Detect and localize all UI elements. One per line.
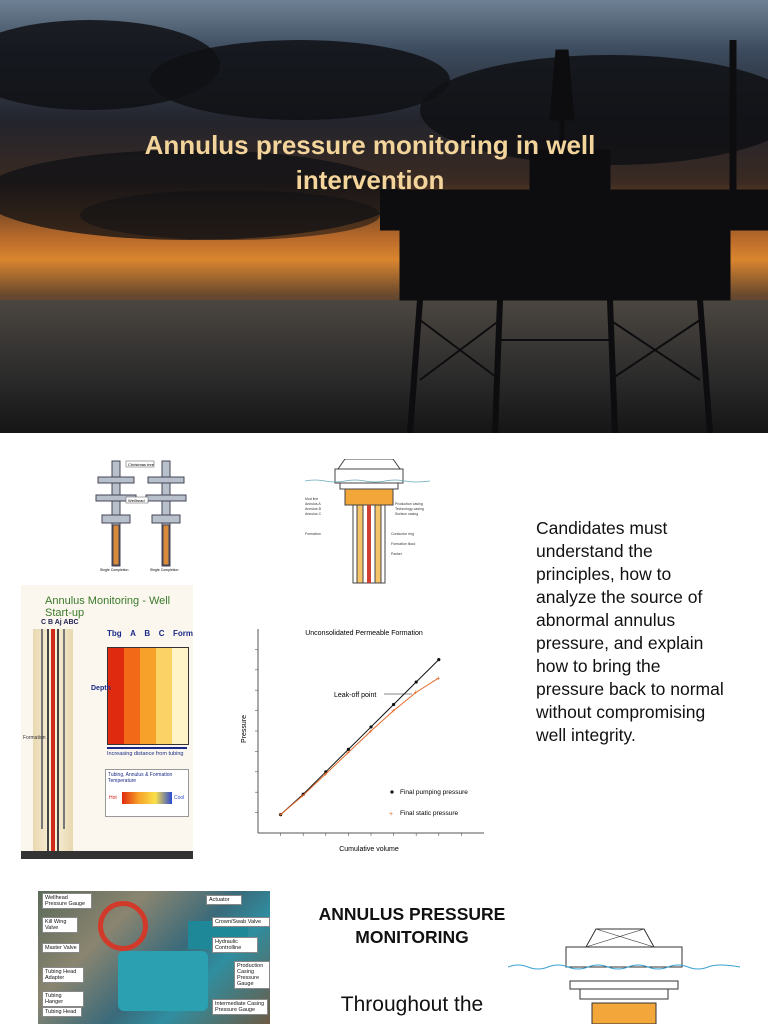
handwheel [98,901,148,951]
legend-hot: Hot [109,795,117,801]
annulus-label: Technology casing [395,507,424,511]
column-label: Form [172,629,193,638]
annulus-cross-section-diagram [305,459,430,584]
data-point-static: + [323,771,328,779]
temperature-bands [107,647,189,745]
photo-label: Master Valve [42,943,80,953]
well-startup-panel [21,585,193,859]
wellhead-small-label: Wellhead [128,498,145,503]
valve-body [118,951,208,1011]
legend-cool: Cool [174,795,185,801]
x-axis-label: Cumulative volume [339,846,399,853]
legend-title: Tubing, Annulus & Formation Temperature [108,772,173,784]
photo-label: Wellhead Pressure Gauge [42,893,92,909]
christmas-tree-diagram [92,455,192,573]
photo-label: Production Casing Pressure Gauge [234,961,270,989]
startup-title: Annulus Monitoring - Well Start-up [45,595,171,619]
platform-diagram [508,923,740,1024]
annulus-label: Annulus A [305,502,321,506]
legend-marker-static: + [389,811,394,818]
data-point-static: + [368,728,373,736]
column-label: A [130,629,136,638]
wellhead-small-label: Christmas tree [128,462,155,467]
data-point-static: + [413,689,418,697]
photo-label: Intermediate Casing Pressure Gauge [212,999,268,1015]
legend-marker-pumping [390,790,393,793]
y-axis-label: Pressure [241,714,248,744]
photo-label: Tubing Hanger [42,991,84,1007]
column-label: B [144,629,151,638]
data-point-static: + [391,708,396,716]
slide-title: Annulus pressure monitoring in well intervention [144,130,596,195]
data-point-static: + [345,749,350,757]
annulus-label: Surface casing [395,512,419,516]
column-label: C [158,629,165,638]
data-point-static: + [300,792,305,800]
wellhead-small-label: Single Completion [100,568,129,572]
chart-title: Unconsolidated Permeable Formation [305,630,423,637]
data-point-static: + [278,812,283,820]
photo-label: Tubing Head [42,1007,82,1017]
annulus-label: Annulus B [305,507,321,511]
wellhead-small-label: Single Completion [150,568,179,572]
photo-label: Kill Wing Valve [42,917,78,933]
formation-label: Formation [23,735,46,741]
annulus-label: Conductor ring [391,532,414,536]
slide2-description: Candidates must understand the principles, how to analyze the source of abnormal annulus pressure, and explain how to bring the pressure back to normal without compromising well integrity. [536,518,724,745]
data-point-pumping [437,658,440,661]
slide3-body: Throughout the [340,993,484,1016]
depth-label: Depth [91,685,111,692]
temperature-legend [105,769,189,817]
wellhead-photo [38,891,270,1024]
startup-header: C B Aj ABC [41,619,79,626]
legend-pumping: Final pumping pressure [400,789,468,796]
title-slide [0,0,768,433]
data-point-pumping [415,680,418,683]
photo-label: Tubing Head Adapter [42,967,84,983]
annulus-label: Annulus C [305,512,322,516]
data-point-static: + [436,675,441,683]
slide-annulus-overview [0,433,768,865]
column-label: Tbg [107,629,122,638]
annulus-label: Formation [305,532,321,536]
leak-off-annotation: Leak-off point [334,692,377,699]
annulus-label: Formation flood [391,542,416,546]
annulus-label: Production casing [395,502,423,506]
slide-annulus-monitoring [0,865,768,1024]
photo-label: Actuator [206,895,242,905]
photo-label: Crown/Swab Valve [212,917,270,927]
slide3-title: ANNULUS PRESSURE MONITORING [318,904,506,947]
data-point-pumping [392,703,395,706]
annulus-label: Packer [391,552,402,556]
arrow-label: Increasing distance from tubing [107,751,184,757]
legend-static: Final static pressure [400,810,459,817]
leak-off-chart [234,619,486,855]
annulus-label: Mud line [305,497,319,501]
oil-platform-silhouette [380,40,768,433]
photo-label: Hydraulic Controlline [212,937,258,953]
